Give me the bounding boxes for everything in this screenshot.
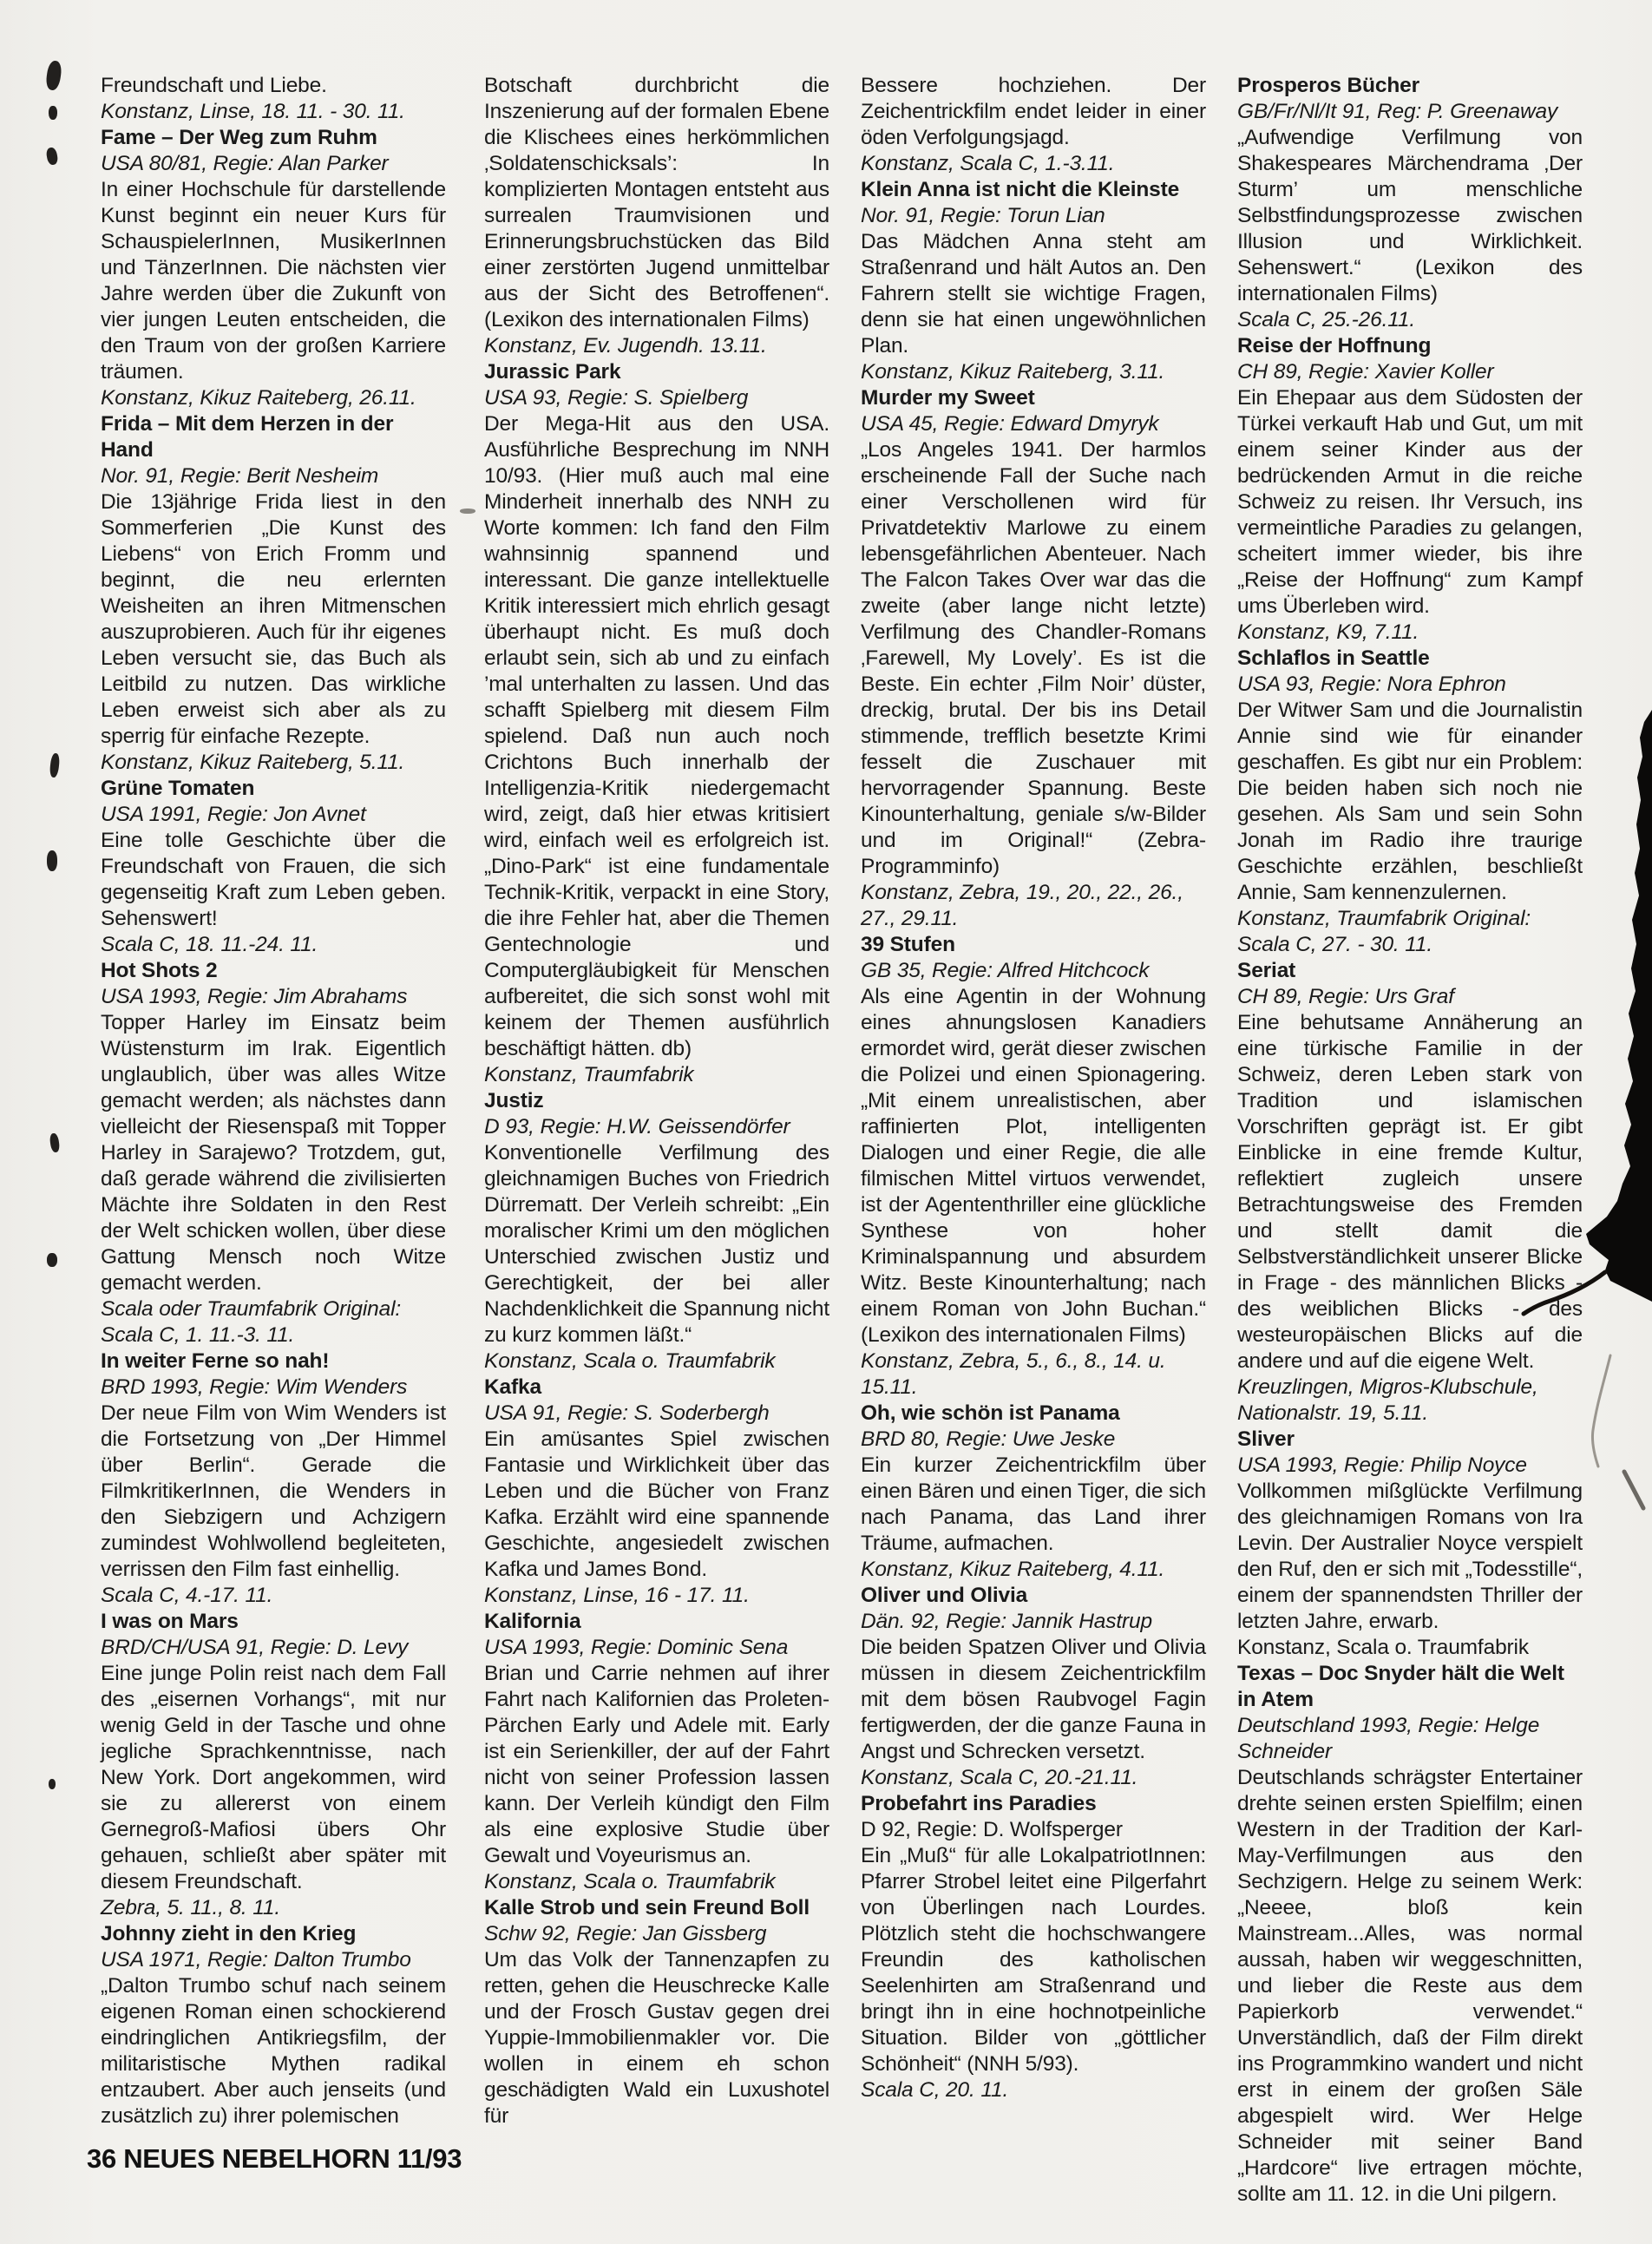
film-title: Seriat	[1237, 959, 1296, 982]
film-credit: Nor. 91, Regie: Berit Nesheim	[101, 464, 379, 488]
film-venue: Konstanz, K9, 7.11.	[1237, 620, 1419, 644]
film-description: Ein kurzer Zeichentrickfilm über einen Bären und einen Tiger, die sich nach Panama, das Land ihrer Träume, aufmachen.	[861, 1453, 1206, 1555]
film-description: Die beiden Spatzen Oliver und Olivia müssen in diesem Zeichentrickfilm mit dem bösen Raubvogel Fagin fertigwerden, der die ganze Fauna in Angst und Schrecken versetzt.	[861, 1636, 1206, 1763]
film-credit: CH 89, Regie: Xavier Koller	[1237, 360, 1494, 384]
film-title: Jurassic Park	[484, 360, 621, 384]
film-venue: Konstanz, Ev. Jugendh. 13.11.	[484, 334, 767, 358]
scan-speck	[47, 850, 57, 871]
film-title: Klein Anna ist nicht die Kleinste	[861, 178, 1180, 201]
film-credit: BRD 1993, Regie: Wim Wenders	[101, 1375, 408, 1399]
film-venue: Scala C, 20. 11.	[861, 2078, 1009, 2102]
film-venue: Konstanz, Kikuz Raiteberg, 26.11.	[101, 386, 416, 410]
film-title: In weiter Ferne so nah!	[101, 1349, 330, 1373]
film-description: Ein „Muß“ für alle LokalpatriotInnen: Pfarrer Strobel leitet eine Pilgerfahrt von Überlingen nach Lourdes. Plötzlich steht die hochschwangere Freundin des katholischen Seelenhirten am Straßenrand und bringt ihn in eine hochnotpeinliche Situation. Bilder von „göttlicher Schönheit“ (NNH 5/93).	[861, 1844, 1206, 2076]
film-title: Fame – Der Weg zum Ruhm	[101, 126, 377, 149]
film-title: Frida – Mit dem Herzen in der Hand	[101, 412, 394, 462]
film-venue: Konstanz, Scala o. Traumfabrik	[1237, 1636, 1529, 1659]
film-venue: Scala C, 4.-17. 11.	[101, 1584, 273, 1607]
film-title: 39 Stufen	[861, 933, 955, 956]
film-description: Konventionelle Verfilmung des gleichnamigen Buches von Friedrich Dürrematt. Der Verleih schreibt: „Ein moralischer Krimi um den möglichen Unterschied zwischen Justiz und Gerechtigkeit, der bei aller Nachdenklichkeit die Spannung nicht zu kurz kommen läßt.“	[484, 1141, 829, 1347]
film-credit: Deutschland 1993, Regie: Helge Schneider	[1237, 1714, 1540, 1763]
film-venue: Konstanz, Scala o. Traumfabrik	[484, 1349, 776, 1373]
film-title: Murder my Sweet	[861, 386, 1035, 410]
film-title: Justiz	[484, 1089, 544, 1112]
scan-speck	[45, 60, 63, 91]
film-credit: USA 93, Regie: Nora Ephron	[1237, 673, 1506, 696]
film-venue: Konstanz, Kikuz Raiteberg, 4.11.	[861, 1558, 1165, 1581]
film-credit: USA 1993, Regie: Dominic Sena	[484, 1636, 789, 1659]
film-venue: Konstanz, Linse, 16 - 17. 11.	[484, 1584, 750, 1607]
film-description: „Aufwendige Verfilmung von Shakespeares Märchendrama ‚Der Sturm’ um menschliche Selbstfindungsprozesse zwischen Illusion und Wirklichkeit. Sehenswert.“ (Lexikon des internationalen Films)	[1237, 126, 1583, 305]
film-venue: Konstanz, Zebra, 19., 20., 22., 26., 27., 29.11.	[861, 881, 1183, 930]
film-description: „Los Angeles 1941. Der harmlos erscheinende Fall der Suche nach einer Verschollenen wird für Privatdetektiv Marlowe zu einem lebensgefährlichen Abenteuer. Nach The Falcon Takes Over war das die zweite (aber lange nicht letzte) Verfilmung des Chandler-Romans ‚Farewell, My Lovely’. Es ist die Beste. Ein echter ‚Film Noir’ düster, dreckig, brutal. Der bis ins Detail stimmende, trefflich besetzte Krimi fesselt die Zuschauer mit hervorragender Spannung. Beste Kinounterhaltung, geniale s/w-Bilder und im Original!“ (Zebra-Programminfo)	[861, 438, 1206, 878]
film-description: Eine junge Polin reist nach dem Fall des „eisernen Vorhangs“, mit nur wenig Geld in der Tasche und ohne jegliche Sprachkenntnisse, nach New York. Dort angekommen, wird sie zu allererst von einem Gernegroß-Mafiosi übers Ohr gehauen, schließt aber später mit diesem Freundschaft.	[101, 1662, 446, 1893]
film-title: Probefahrt ins Paradies	[861, 1792, 1097, 1815]
film-credit: USA 1993, Regie: Jim Abrahams	[101, 985, 408, 1008]
film-description: In einer Hochschule für darstellende Kunst beginnt ein neuer Kurs für SchauspielerInnen, MusikerInnen und TänzerInnen. Die nächsten vier Jahre werden über die Zukunft von vier jungen Leuten entscheiden, die den Traum von der großen Karriere träumen.	[101, 178, 446, 384]
scan-speck	[49, 753, 61, 778]
film-credit: BRD 80, Regie: Uwe Jeske	[861, 1427, 1116, 1451]
film-title: Kafka	[484, 1375, 541, 1399]
film-credit: BRD/CH/USA 91, Regie: D. Levy	[101, 1636, 409, 1659]
film-description: Eine behutsame Annäherung an eine türkische Familie in der Schweiz, deren Leben stark von Tradition und islamischen Vorschriften geprägt ist. Er gibt Einblicke in eine fremde Kultur, reflektiert zugleich unsere Betrachtungsweise des Fremden und stellt damit die Selbstverständlichkeit unserer Blicke in Frage - des männlichen Blicks - des weiblichen Blicks - des westeuropäischen Blicks auf die andere und auf die eigene Welt.	[1237, 1011, 1583, 1373]
film-description: „Dalton Trumbo schuf nach seinem eigenen Roman einen schockierend eindringlichen Antikriegsfilm, der militaristische Mythen radikal entzaubert. Aber auch jenseits (und zusätzlich zu) ihrer polemischen	[101, 1974, 446, 2128]
film-description: Das Mädchen Anna steht am Straßenrand und hält Autos an. Den Fahrern stellt sie wichtige Fragen, denn sie hat einen ungewöhnlichen Plan.	[861, 230, 1206, 358]
scan-tear-artifact	[1513, 607, 1652, 1562]
film-title: Texas – Doc Snyder hält die Welt in Atem	[1237, 1662, 1564, 1711]
film-title: Prosperos Bücher	[1237, 74, 1420, 97]
film-credit: D 92, Regie: D. Wolfsperger	[861, 1818, 1123, 1841]
scan-speck	[49, 1779, 56, 1789]
film-description: Der Witwer Sam und die Journalistin Annie sind wie für einander geschaffen. Es gibt nur ein Problem: Die beiden haben sich noch nie gesehen. Als Sam und sein Sohn Jonah im Radio ihre traurige Geschichte erzählen, beschließt Annie, Sam kennenzulernen.	[1237, 699, 1583, 904]
film-venue: Konstanz, Kikuz Raiteberg, 3.11.	[861, 360, 1165, 384]
film-description: Freundschaft und Liebe.	[101, 74, 327, 97]
film-title: Reise der Hoffnung	[1237, 334, 1432, 358]
film-description: Topper Harley im Einsatz beim Wüstensturm im Irak. Eigentlich unglaublich, über was alles Witze gemacht werden; als nächstes dann vielleicht der Riesenspaß mit Topper Harley in Sarajewo? Trotzdem, gut, daß gerade während die zivilisierten Mächte ihre Soldaten in den Rest der Welt schicken wollen, über diese Gattung Mensch noch Witze gemacht werden.	[101, 1011, 446, 1295]
film-venue: Scala oder Traumfabrik Original: Scala C, 1. 11.-3. 11.	[101, 1297, 402, 1347]
film-venue: Konstanz, Traumfabrik	[484, 1063, 694, 1086]
film-venue: Konstanz, Scala C, 1.-3.11.	[861, 152, 1115, 175]
film-venue: Konstanz, Linse, 18. 11. - 30. 11.	[101, 100, 405, 123]
film-description: Bessere hochziehen. Der Zeichentrickfilm endet leider in einer öden Verfolgungsjagd.	[861, 74, 1206, 149]
film-title: Schlaflos in Seattle	[1237, 646, 1430, 670]
film-description: Der neue Film von Wim Wenders ist die Fortsetzung von „Der Himmel über Berlin“. Gerade die FilmkritikerInnen, die Wenders in den Siebzigern und Achzigern zumindest Wohlwollend begleiteten, verrissen den Film fast einhellig.	[101, 1401, 446, 1581]
film-credit: USA 91, Regie: S. Soderbergh	[484, 1401, 770, 1425]
film-description: Ein Ehepaar aus dem Südosten der Türkei verkauft Hab und Gut, um mit einem seiner Kinder aus der bedrückenden Armut in die reiche Schweiz zu reisen. Ihr Versuch, ins vermeintliche Paradies zu gelangen, scheitert immer wieder, bis ihre „Reise der Hoffnung“ zum Kampf ums Überleben wird.	[1237, 386, 1583, 618]
film-title: Kalifornia	[484, 1610, 581, 1633]
film-description: Eine tolle Geschichte über die Freundschaft von Frauen, die sich gegenseitig Kraft zum Leben geben. Sehenswert!	[101, 829, 446, 930]
film-description: Botschaft durchbricht die Inszenierung auf der formalen Ebene die Klischees eines herkömmlichen ‚Soldatenschicksals’: In komplizierten Montagen entsteht aus surrealen Traumvisionen und Erinnerungsbruchstücken das Bild einer zerstörten Jugend unmittelbar aus der Sicht des Betroffenen“. (Lexikon des internationalen Films)	[484, 74, 829, 331]
film-credit: Schw 92, Regie: Jan Gissberg	[484, 1922, 767, 1945]
page-footer: 36 NEUES NEBELHORN 11/93	[87, 2143, 462, 2174]
film-venue: Kreuzlingen, Migros-Klubschule, Nationalstr. 19, 5.11.	[1237, 1375, 1538, 1425]
film-description: Als eine Agentin in der Wohnung eines ahnungslosen Kanadiers ermordet wird, gerät dieser zwischen die Polizei und einen Spionagering. „Mit einem unrealistischen, aber raffinierten Plot, intelligenten Dialogen und einer Regie, die alle filmischen Mittel virtuos verwendet, ist der Agententhriller eine glückliche Synthese von hoher Kriminalspannung und absurdem Witz. Beste Kinounterhaltung; nach einem Roman von John Buchan.“ (Lexikon des internationalen Films)	[861, 985, 1206, 1347]
film-description: Brian und Carrie nehmen auf ihrer Fahrt nach Kalifornien das Proleten-Pärchen Early und Adele mit. Early ist ein Serienkiller, der auf der Fahrt nicht von seiner Profession lassen kann. Der Verleih kündigt den Film als eine explosive Studie über Gewalt und Voyeurismus an.	[484, 1662, 829, 1867]
film-credit: USA 1971, Regie: Dalton Trumbo	[101, 1948, 411, 1972]
film-credit: D 93, Regie: H.W. Geissendörfer	[484, 1115, 790, 1138]
film-venue: Konstanz, Scala o. Traumfabrik	[484, 1870, 776, 1893]
film-credit: USA 1993, Regie: Philip Noyce	[1237, 1453, 1527, 1477]
film-credit: USA 45, Regie: Edward Dmyryk	[861, 412, 1159, 436]
film-description: Deutschlands schrägster Entertainer drehte seinen ersten Spielfilm; einen Western in der Tradition der Karl-May-Verfilmungen aus den Sechzigern. Helge zu seinem Werk: „Neeee, bloß kein Mainstream...Alles, was normal aussah, haben wir weggeschnitten, und lieber die Reste aus dem Papierkorb verwendet.“ Unverständlich, daß der Film direkt ins Programmkino wandert und nicht erst in einem der großen Säle abgespielt wird. Wer Helge Schneider mit seiner Band „Hardcore“ live ertragen möchte, sollte am 11. 12. in die Uni pilgern.	[1237, 1766, 1583, 2206]
film-listings-column-1	[101, 73, 446, 2129]
film-title: Oh, wie schön ist Panama	[861, 1401, 1120, 1425]
film-title: Johnny zieht in den Krieg	[101, 1922, 357, 1945]
film-title: Oliver und Olivia	[861, 1584, 1028, 1607]
scan-speck	[49, 106, 57, 120]
film-listings-column-3	[861, 73, 1206, 2103]
film-description: Um das Volk der Tannenzapfen zu retten, gehen die Heuschrecke Kalle und der Frosch Gustav gegen drei Yuppie-Immobilienmakler vor. Die wollen in einem eh schon geschädigten Wald ein Luxushotel für	[484, 1948, 829, 2128]
film-venue: Zebra, 5. 11., 8. 11.	[101, 1896, 281, 1919]
film-title: Sliver	[1237, 1427, 1295, 1451]
film-credit: Nor. 91, Regie: Torun Lian	[861, 204, 1105, 227]
film-title: Grüne Tomaten	[101, 777, 255, 800]
film-credit: GB/Fr/Nl/It 91, Reg: P. Greenaway	[1237, 100, 1558, 123]
film-venue: Konstanz, Scala C, 20.-21.11.	[861, 1766, 1138, 1789]
scan-speck	[460, 509, 475, 514]
film-description: Der Mega-Hit aus den USA. Ausführliche Besprechung im NNH 10/93. (Hier muß auch mal eine Minderheit innerhalb des NNH zu Worte kommen: Ich fand den Film wahnsinnig spannend und interessant. Die ganze intellektuelle Kritik interessiert mich ehrlich gesagt überhaupt nicht. Es muß doch erlaubt sein, sich ab und zu einfach ’mal unterhalten zu lassen. Und das schafft Spielberg mit diesem Film spielend. Daß nun auch noch Crichtons Buch innerhalb der Intelligenzia-Kritik niedergemacht wird, zeigt, daß hier etwas kritisiert wird, einfach weil es erfolgreich ist. „Dino-Park“ ist eine fundamentale Technik-Kritik, verpackt in eine Story, die ihre Fehler hat, aber die Themen Gentechnologie und Computergläubigkeit für Menschen aufbereitet, die sich sonst wohl mit keinem der Themen ausführlich beschäftigt hätten. db)	[484, 412, 829, 1060]
scan-speck	[49, 1132, 61, 1152]
scan-speck	[45, 147, 58, 166]
film-venue: Konstanz, Traumfabrik Original: Scala C, 27. - 30. 11.	[1237, 907, 1531, 956]
film-description: Die 13jährige Frida liest in den Sommerferien „Die Kunst des Liebens“ von Erich Fromm und beginnt, die neu erlernten Weisheiten an ihren Mitmenschen auszuprobieren. Auch für ihr eigenes Leben versucht sie, das Buch als Leitbild zu nutzen. Das wirkliche Leben erweist sich aber als zu sperrig für einfache Rezepte.	[101, 490, 446, 748]
film-title: Hot Shots 2	[101, 959, 218, 982]
scan-speck	[47, 1253, 57, 1267]
film-credit: CH 89, Regie: Urs Graf	[1237, 985, 1454, 1008]
film-description: Ein amüsantes Spiel zwischen Fantasie und Wirklichkeit über das Leben und die Bücher von Franz Kafka. Erzählt wird eine spannende Geschichte, angesiedelt zwischen Kafka und James Bond.	[484, 1427, 829, 1581]
film-credit: USA 80/81, Regie: Alan Parker	[101, 152, 389, 175]
film-venue: Konstanz, Zebra, 5., 6., 8., 14. u. 15.11.	[861, 1349, 1166, 1399]
film-credit: GB 35, Regie: Alfred Hitchcock	[861, 959, 1150, 982]
film-credit: USA 93, Regie: S. Spielberg	[484, 386, 749, 410]
film-title: Kalle Strob und sein Freund Boll	[484, 1896, 810, 1919]
film-credit: USA 1991, Regie: Jon Avnet	[101, 803, 366, 826]
film-credit: Dän. 92, Regie: Jannik Hastrup	[861, 1610, 1152, 1633]
film-description: Vollkommen mißglückte Verfilmung des gleichnamigen Romans von Ira Levin. Der Australier Noyce verspielt den Ruf, den er sich mit „Todesstille“, einem der spannendsten Thriller der letzten Jahre, erwarb.	[1237, 1480, 1583, 1633]
film-title: I was on Mars	[101, 1610, 239, 1633]
film-venue: Scala C, 18. 11.-24. 11.	[101, 933, 318, 956]
film-venue: Scala C, 25.-26.11.	[1237, 308, 1416, 331]
film-listings-column-2	[484, 73, 829, 2129]
film-venue: Konstanz, Kikuz Raiteberg, 5.11.	[101, 751, 405, 774]
